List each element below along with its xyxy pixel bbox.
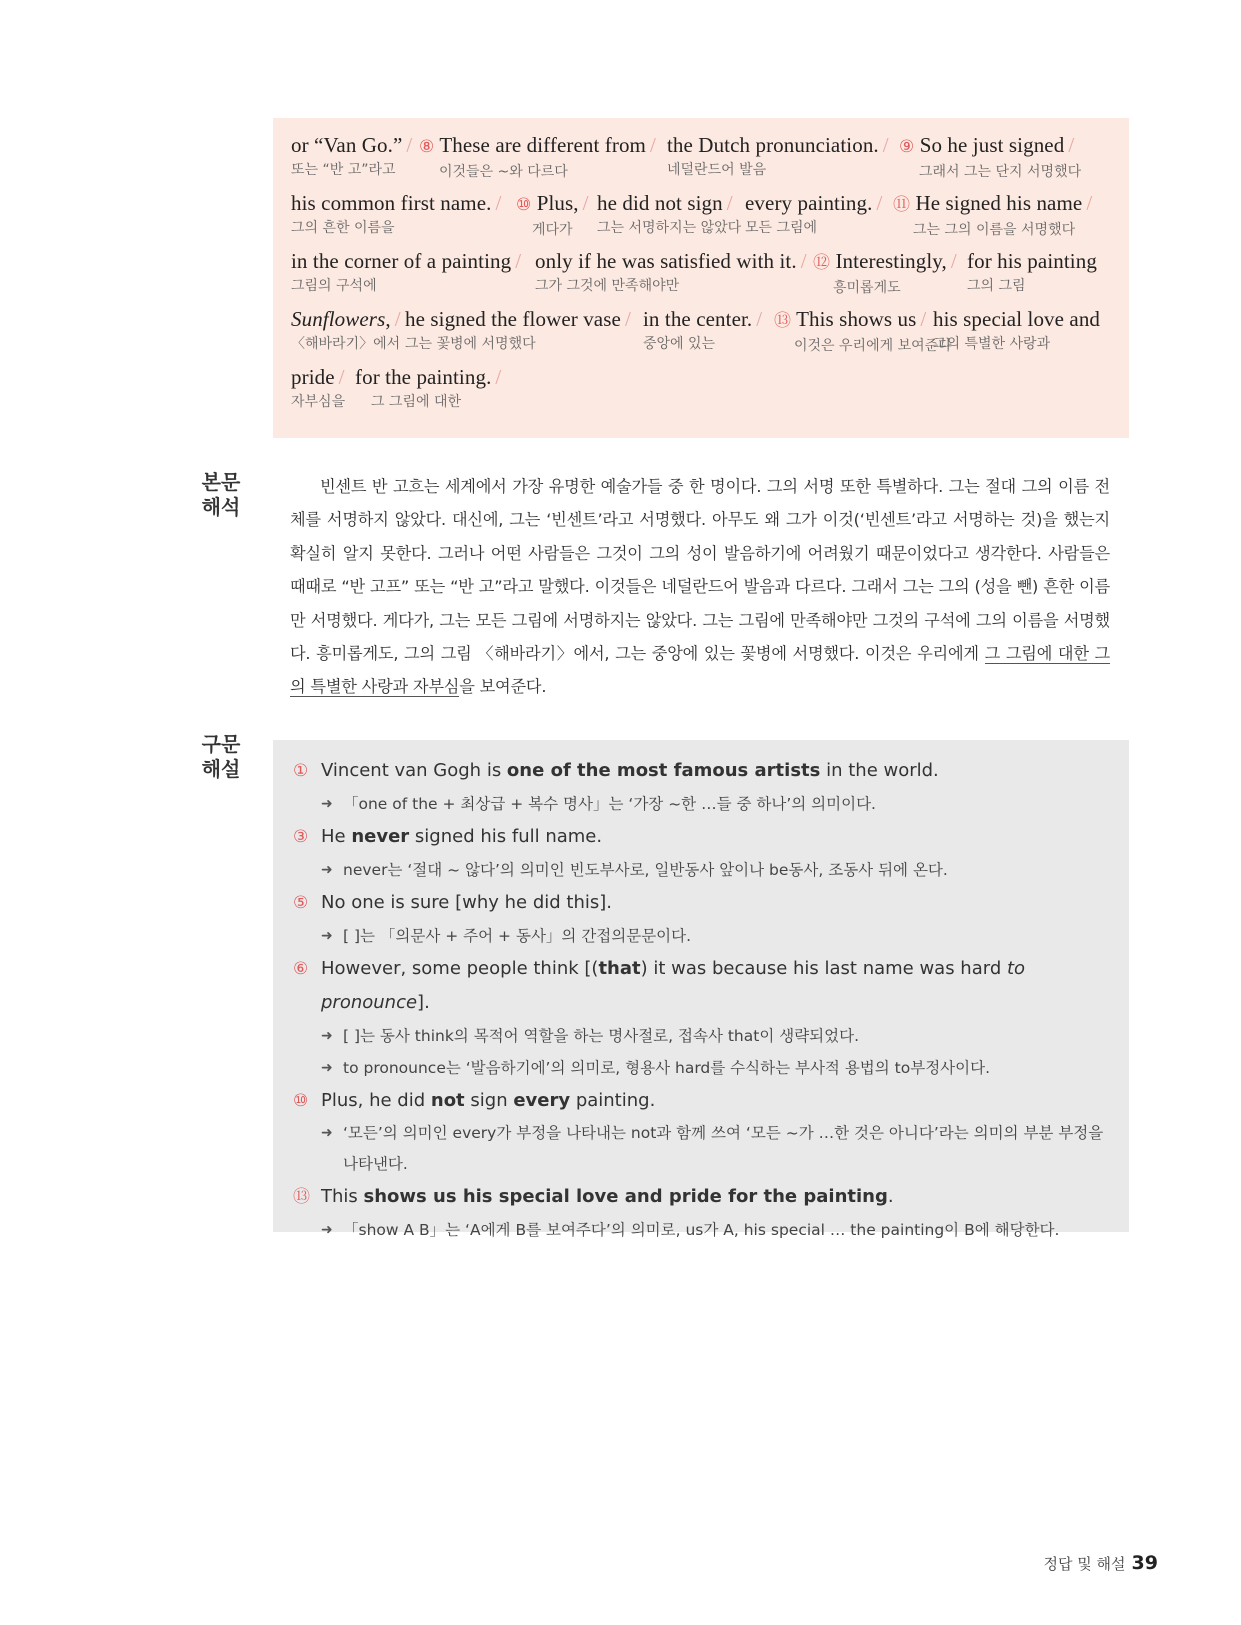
grammar-item: [293, 886, 1111, 952]
arrow-icon: ➜: [321, 928, 333, 944]
chunk: for his painting 그의 그림: [967, 249, 1097, 294]
interlinear-line-3: [291, 248, 1111, 306]
chunk: or “Van Go.” / 또는 “반 고”라고: [291, 133, 413, 178]
sentence-number: ①: [293, 761, 309, 781]
chunk: every painting. / 모든 그림에: [745, 191, 883, 236]
grammar-item: [293, 754, 1111, 820]
grammar-note: ➜ 「one of the + 최상급 + 복수 명사」는 ‘가장 ~한 …들 중 하나’의 의미이다.: [293, 788, 1111, 820]
interlinear-box: [273, 118, 1129, 438]
arrow-icon: ➜: [321, 1222, 333, 1238]
grammar-item: [293, 1180, 1111, 1246]
grammar-sentence: ⑤ No one is sure [why he did this].: [293, 886, 1111, 920]
interlinear-line-4: [291, 306, 1111, 364]
chunk: ⑬ This shows us / 이것은 우리에게 보여준다: [774, 307, 952, 354]
arrow-icon: ➜: [321, 796, 333, 812]
grammar-sentence: ③ He never signed his full name.: [293, 820, 1111, 854]
chunk: only if he was satisfied with it. / 그가 그것에 만족해야만: [535, 249, 807, 294]
grammar-note: ➜ [ ]는 동사 think의 목적어 역할을 하는 명사절로, 접속사 that이 생략되었다.: [293, 1020, 1111, 1052]
underlined-phrase: 그 그림에 대한 그의 특별한 사랑과 자부심: [290, 644, 1110, 697]
grammar-item: [293, 1084, 1111, 1180]
interlinear-line-1: [291, 132, 1111, 190]
grammar-item: [293, 820, 1111, 886]
chunk: Sunflowers, / 〈해바라기〉에서: [291, 307, 401, 352]
grammar-box: [273, 740, 1129, 1239]
grammar-sentence: ⑩ Plus, he did not sign every painting.: [293, 1084, 1111, 1118]
chunk: his common first name. / 그의 흔한 이름을: [291, 191, 502, 236]
chunk: his special love and 그의 특별한 사랑과: [933, 307, 1101, 352]
grammar-note: ➜ never는 ‘절대 ~ 않다’의 의미인 빈도부사로, 일반동사 앞이나 be동사, 조동사 뒤에 온다.: [293, 854, 1111, 886]
grammar-note: ➜ [ ]는 「의문사 + 주어 + 동사」의 간접의문문이다.: [293, 920, 1111, 952]
chunk: he did not sign / 그는 서명하지는 않았다: [597, 191, 742, 236]
chunk: for the painting. / 그 그림에 대한: [355, 365, 502, 410]
chunk: ⑧ These are different from / 이것들은 ~와 다르다: [419, 133, 656, 180]
arrow-icon: ➜: [321, 862, 333, 878]
chunk: ⑨ So he just signed / 그래서 그는 단지 서명했다: [899, 133, 1082, 180]
grammar-sentence: ⑬ This shows us his special love and pride for the painting.: [293, 1180, 1111, 1214]
sentence-number: ⑬: [293, 1187, 310, 1207]
sentence-number: ③: [293, 827, 309, 847]
chunk: pride / 자부심을: [291, 365, 346, 410]
sentence-number: ⑤: [293, 893, 309, 913]
interlinear-line-5: [291, 364, 1111, 422]
page-footer: [1044, 1552, 1158, 1574]
grammar-sentence: ⑥ However, some people think [(that) it was because his last name was hard to pronounce].: [293, 952, 1111, 1020]
grammar-note: ➜ to pronounce는 ‘발음하기에’의 의미로, 형용사 hard를 수식하는 부사적 용법의 to부정사이다.: [293, 1052, 1111, 1084]
chunk: ⑩ Plus, / 게다가: [516, 191, 589, 238]
translation-paragraph: 빈센트 반 고흐는 세계에서 가장 유명한 예술가들 중 한 명이다. 그의 서명 또한 특별하다. 그는 절대 그의 이름 전체를 서명하지 않았다. 대신에, 그는 ‘빈센트’라고 서명했다. 아무도 왜 그가 이것(‘빈센트’라고 서명하는 것)을 했는지 확실히 알지 못한다. 그러나 어떤 사람들은 그것이 그의 성이 발음하기에 어려웠기 때문이었다고 생각한다. 사람들은 때때로 “반 고프” 또는 “반 고”라고 말했다. 이것들은 네덜란드어 발음과 다르다. 그래서 그는 그의 (성을 뺀) 흔한 이름만 서명했다. 게다가, 그는 모든 그림에 서명하지는 않았다. 그는 그림에 만족해야만 그것의 구석에 그의 이름을 서명했다. 흥미롭게도, 그의 그림 〈해바라기〉에서, 그는 중앙에 있는 꽃병에 서명했다. 이것은 우리에게 그 그림에 대한 그의 특별한 사랑과 자부심을 보여준다.: [290, 477, 1110, 697]
chunk: ⑪ He signed his name / 그는 그의 이름을 서명했다: [893, 191, 1093, 238]
grammar-note: ➜ 「show A B」는 ‘A에게 B를 보여주다’의 의미로, us가 A, his special … the painting이 B에 해당한다.: [293, 1214, 1111, 1246]
sentence-number: ⑥: [293, 959, 309, 979]
chunk: the Dutch pronunciation. / 네덜란드어 발음: [667, 133, 889, 178]
translation-heading: 본문 해석: [201, 470, 241, 519]
interlinear-line-2: [291, 190, 1111, 248]
grammar-heading: 구문 해설: [201, 732, 241, 781]
chunk: in the center. / 중앙에 있는: [643, 307, 763, 352]
grammar-item: [293, 952, 1111, 1084]
arrow-icon: ➜: [321, 1125, 333, 1141]
arrow-icon: ➜: [321, 1060, 333, 1076]
footer-label: 정답 및 해설: [1043, 1555, 1126, 1573]
chunk: ⑫ Interestingly, / 흥미롭게도: [813, 249, 957, 296]
arrow-icon: ➜: [321, 1028, 333, 1044]
chunk: in the corner of a painting / 그림의 구석에: [291, 249, 522, 294]
page-number: 39: [1131, 1552, 1158, 1574]
grammar-sentence: ① Vincent van Gogh is one of the most famous artists in the world.: [293, 754, 1111, 788]
sentence-number: ⑩: [293, 1091, 309, 1111]
chunk: he signed the flower vase / 그는 꽃병에 서명했다: [405, 307, 631, 352]
grammar-note: ➜ ‘모든’의 의미인 every가 부정을 나타내는 not과 함께 쓰여 ‘모든 ~가 …한 것은 아니다’라는 의미의 부분 부정을 나타낸다.: [293, 1118, 1111, 1180]
